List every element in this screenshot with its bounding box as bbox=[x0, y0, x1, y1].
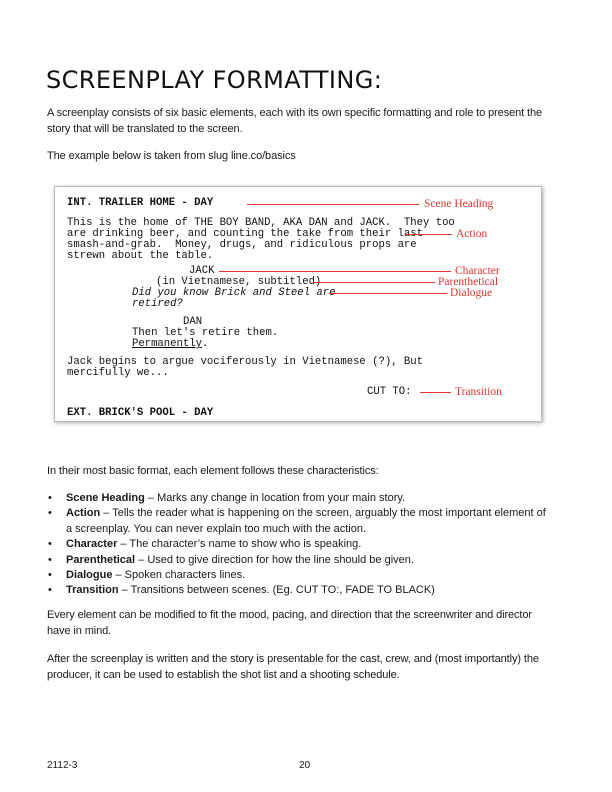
element-description: – Used to give direction for how the line should be given. bbox=[135, 553, 414, 566]
bullet-icon: • bbox=[48, 569, 52, 582]
dialogue-underlined-word: Permanently bbox=[132, 338, 202, 350]
element-description: – Tells the reader what is happening on the screen, arguably the most important element of a screenplay. You can never explain too much with the action. bbox=[66, 507, 546, 535]
list-item bbox=[48, 491, 548, 506]
action-leader-line bbox=[405, 234, 452, 235]
dialogue-period: . bbox=[201, 338, 209, 350]
action-line: strewn about the table. bbox=[67, 250, 214, 262]
element-term: Parenthetical bbox=[66, 553, 136, 566]
parenthetical-leader-line bbox=[313, 282, 435, 283]
parenthetical-label: Parenthetical bbox=[438, 276, 499, 288]
intro-paragraph: A screenplay consists of six basic elements, each with its own specific formatting and role to present the story that will be translated to the screen. bbox=[47, 107, 543, 135]
action-label: Action bbox=[456, 228, 488, 240]
page-title: SCREENPLAY FORMATTING: bbox=[46, 66, 383, 94]
scene-heading-label: Scene Heading bbox=[424, 198, 494, 210]
action-line: smash-and-grab. Money, drugs, and ridiculous props are bbox=[67, 239, 417, 251]
bullet-icon: • bbox=[48, 538, 52, 551]
scene-heading-1: INT. TRAILER HOME - DAY bbox=[67, 197, 214, 209]
scene-heading-2: EXT. BRICK'S POOL - DAY bbox=[67, 407, 214, 419]
dialogue-line bbox=[132, 339, 208, 350]
closing-paragraph: After the screenplay is written and the story is presentable for the cast, crew, and (most importantly) the producer, it can be used to establish the shot list and a shooting schedule. bbox=[47, 653, 539, 681]
bullet-icon: • bbox=[48, 507, 52, 520]
element-term: Character bbox=[66, 538, 118, 551]
transition-label: Transition bbox=[455, 386, 502, 398]
element-description: – The character’s name to show who is speaking. bbox=[117, 538, 362, 551]
elements-list bbox=[48, 491, 548, 599]
bullet-icon: • bbox=[48, 584, 52, 597]
element-description: – Marks any change in location from your main story. bbox=[144, 492, 406, 504]
dialogue-label: Dialogue bbox=[450, 287, 493, 299]
basic-format-intro: In their most basic format, each element follows these characteristics: bbox=[47, 465, 379, 477]
screenplay-example-figure bbox=[54, 186, 542, 422]
list-item bbox=[48, 537, 548, 552]
scene-heading-leader-line bbox=[247, 204, 419, 205]
list-item bbox=[48, 553, 548, 568]
action-line: This is the home of THE BOY BAND, AKA DAN and JACK. They too bbox=[67, 217, 455, 229]
modification-paragraph: Every element can be modified to fit the mood, pacing, and direction that the screenwriter and director have in mind. bbox=[47, 609, 532, 637]
list-item bbox=[48, 568, 548, 583]
character-leader-line bbox=[219, 271, 451, 272]
action-line: Jack begins to argue vociferously in Vietnamese (?), But bbox=[67, 356, 424, 368]
element-term: Scene Heading bbox=[66, 492, 145, 504]
example-source-note: The example below is taken from slug line.co/basics bbox=[47, 150, 296, 162]
character-name-2: DAN bbox=[183, 316, 203, 328]
parenthetical-line: (in Vietnamese, subtitled) bbox=[156, 276, 322, 288]
list-item bbox=[48, 583, 548, 598]
action-line: mercifully we... bbox=[67, 367, 169, 379]
action-line: are drinking beer, and counting the take from their last bbox=[67, 228, 424, 240]
bullet-icon: • bbox=[48, 492, 52, 504]
element-term: Dialogue bbox=[66, 569, 113, 582]
dialogue-line: Did you know Brick and Steel are bbox=[132, 287, 336, 299]
list-item bbox=[48, 506, 548, 537]
character-name-1: JACK bbox=[189, 265, 215, 277]
dialogue-line: retired? bbox=[132, 298, 183, 310]
dialogue-line: Then let's retire them. bbox=[132, 327, 279, 339]
element-term: Transition bbox=[66, 584, 119, 597]
document-code: 2112-3 bbox=[47, 760, 78, 771]
element-term: Action bbox=[66, 507, 101, 520]
element-description: – Transitions between scenes. (Eg. CUT TO:, FADE TO BLACK) bbox=[118, 584, 435, 597]
element-description: – Spoken characters lines. bbox=[112, 569, 246, 582]
dialogue-leader-line bbox=[329, 293, 447, 294]
transition-leader-line bbox=[420, 392, 451, 393]
bullet-icon: • bbox=[48, 553, 52, 566]
transition-text: CUT TO: bbox=[367, 386, 412, 398]
page-number: 20 bbox=[299, 760, 311, 771]
character-label: Character bbox=[455, 265, 500, 277]
